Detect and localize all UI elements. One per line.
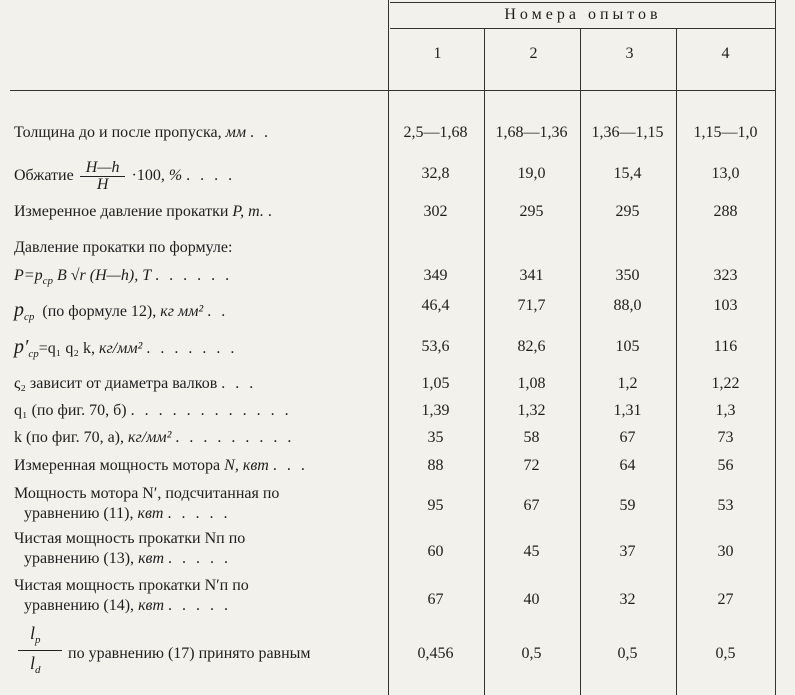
column-number-3: 3 bbox=[625, 45, 634, 62]
table-cell-r13-c2: 40 bbox=[523, 591, 540, 608]
table-cell-r8-c2: 1,32 bbox=[517, 402, 546, 419]
table-cell-r10-c1: 88 bbox=[427, 457, 444, 474]
column-number-4: 4 bbox=[721, 45, 730, 62]
table-cell-r10-c2: 72 bbox=[523, 457, 540, 474]
table-cell-r1-c2: 19,0 bbox=[517, 165, 546, 182]
row-label: Измеренная мощность мотора N, квт . . . bbox=[14, 457, 308, 474]
table-cell-r14-c4: 0,5 bbox=[715, 645, 736, 662]
table-cell-r6-c4: 116 bbox=[713, 338, 738, 355]
header-bottom-rule bbox=[10, 90, 776, 91]
table-cell-r5-c3: 88,0 bbox=[613, 297, 642, 314]
table-cell-r6-c1: 53,6 bbox=[421, 338, 450, 355]
row-label: Измеренное давление прокатки P, т. . bbox=[14, 203, 275, 220]
header-title: Номера опытов bbox=[504, 6, 662, 23]
row-label: $P=p_{ср}$ B √r (H—h), T . . . . . . bbox=[14, 267, 233, 287]
row-label: Мощность мотора N′, подсчитанная по уравнению (11), квт . . . . . bbox=[14, 485, 280, 522]
table-cell-r13-c1: 67 bbox=[427, 591, 444, 608]
row-label: Обжатие $\frac{H—h}{H}$ ·100, % . . . . bbox=[14, 159, 236, 193]
table-cell-r11-c3: 59 bbox=[619, 497, 636, 514]
table-cell-r11-c4: 53 bbox=[717, 497, 734, 514]
table-cell-r9-c4: 73 bbox=[717, 429, 734, 446]
table-cell-r5-c1: 46,4 bbox=[421, 297, 450, 314]
table-cell-r7-c1: 1,05 bbox=[421, 375, 450, 392]
table-cell-r9-c2: 58 bbox=[523, 429, 540, 446]
table-cell-r14-c2: 0,5 bbox=[521, 645, 542, 662]
row-label: $p_{ср}$ (по формуле 12), кг мм² . . bbox=[14, 299, 229, 323]
column-number-2: 2 bbox=[529, 45, 538, 62]
table-cell-r14-c1: 0,456 bbox=[417, 645, 454, 662]
table-cell-r11-c2: 67 bbox=[523, 497, 540, 514]
row-label: ς₂ зависит от диаметра валков . . . bbox=[14, 375, 257, 392]
table-cell-r2-c4: 288 bbox=[713, 203, 738, 220]
table-cell-r9-c3: 67 bbox=[619, 429, 636, 446]
row-label: Чистая мощность прокатки Nп по уравнению (13), квт . . . . . bbox=[14, 530, 246, 567]
row-label: $p'_{ср}=q_1$ q₂ k, кг/мм² . . . . . . . bbox=[14, 336, 238, 360]
table-cell-r1-c1: 32,8 bbox=[421, 165, 450, 182]
table-cell-r4-c1: 349 bbox=[423, 267, 448, 284]
table-cell-r12-c4: 30 bbox=[717, 543, 734, 560]
table-cell-r4-c4: 323 bbox=[713, 267, 738, 284]
row-label: q₁ (по фиг. 70, б) . . . . . . . . . . . . bbox=[14, 402, 292, 419]
table-cell-r0-c3: 1,36—1,15 bbox=[591, 124, 664, 141]
column-divider-3 bbox=[676, 28, 677, 695]
table-cell-r0-c1: 2,5—1,68 bbox=[403, 124, 468, 141]
table-cell-r2-c3: 295 bbox=[615, 203, 640, 220]
column-number-1: 1 bbox=[433, 45, 442, 62]
row-label: Давление прокатки по формуле: bbox=[14, 239, 233, 256]
table-cell-r2-c2: 295 bbox=[519, 203, 544, 220]
column-divider-4 bbox=[775, 0, 776, 695]
table-cell-r10-c3: 64 bbox=[619, 457, 636, 474]
table-cell-r5-c4: 103 bbox=[713, 297, 738, 314]
row-label: k (по фиг. 70, а), кг/мм² . . . . . . . . . bbox=[14, 429, 295, 446]
table-cell-r4-c2: 341 bbox=[519, 267, 544, 284]
table-cell-r1-c3: 15,4 bbox=[613, 165, 642, 182]
table-cell-r7-c3: 1,2 bbox=[617, 375, 638, 392]
ratio-fraction: $l_p$ $l_d$ bbox=[16, 623, 66, 689]
row-label: Чистая мощность прокатки N′п по уравнению (14), квт . . . . . bbox=[14, 577, 249, 614]
header-top-rule bbox=[390, 2, 776, 3]
table-cell-r6-c2: 82,6 bbox=[517, 338, 546, 355]
table-cell-r9-c1: 35 bbox=[427, 429, 444, 446]
table-cell-r13-c3: 32 bbox=[619, 591, 636, 608]
table-cell-r0-c2: 1,68—1,36 bbox=[495, 124, 568, 141]
table-cell-r7-c4: 1,22 bbox=[711, 375, 740, 392]
table-cell-r12-c2: 45 bbox=[523, 543, 540, 560]
table-cell-r8-c4: 1,3 bbox=[715, 402, 736, 419]
table-cell-r5-c2: 71,7 bbox=[517, 297, 546, 314]
table-cell-r12-c1: 60 bbox=[427, 543, 444, 560]
table-cell-r8-c3: 1,31 bbox=[613, 402, 642, 419]
table-cell-r7-c2: 1,08 bbox=[517, 375, 546, 392]
row-label: по уравнению (17) принято равным bbox=[68, 645, 311, 662]
row-label: Толщина до и после пропуска, мм . . bbox=[14, 124, 272, 141]
table-cell-r11-c1: 95 bbox=[427, 497, 444, 514]
table-cell-r8-c1: 1,39 bbox=[421, 402, 450, 419]
header-mid-rule bbox=[390, 28, 776, 29]
table-cell-r1-c4: 13,0 bbox=[711, 165, 740, 182]
table-cell-r13-c4: 27 bbox=[717, 591, 734, 608]
table-cell-r14-c3: 0,5 bbox=[617, 645, 638, 662]
table-cell-r10-c4: 56 bbox=[717, 457, 734, 474]
table-cell-r4-c3: 350 bbox=[615, 267, 640, 284]
table-cell-r0-c4: 1,15—1,0 bbox=[693, 124, 758, 141]
fraction: $\frac{H—h}{H}$ bbox=[80, 160, 126, 193]
table-cell-r2-c1: 302 bbox=[423, 203, 448, 220]
table-cell-r12-c3: 37 bbox=[619, 543, 636, 560]
table-cell-r6-c3: 105 bbox=[615, 338, 640, 355]
